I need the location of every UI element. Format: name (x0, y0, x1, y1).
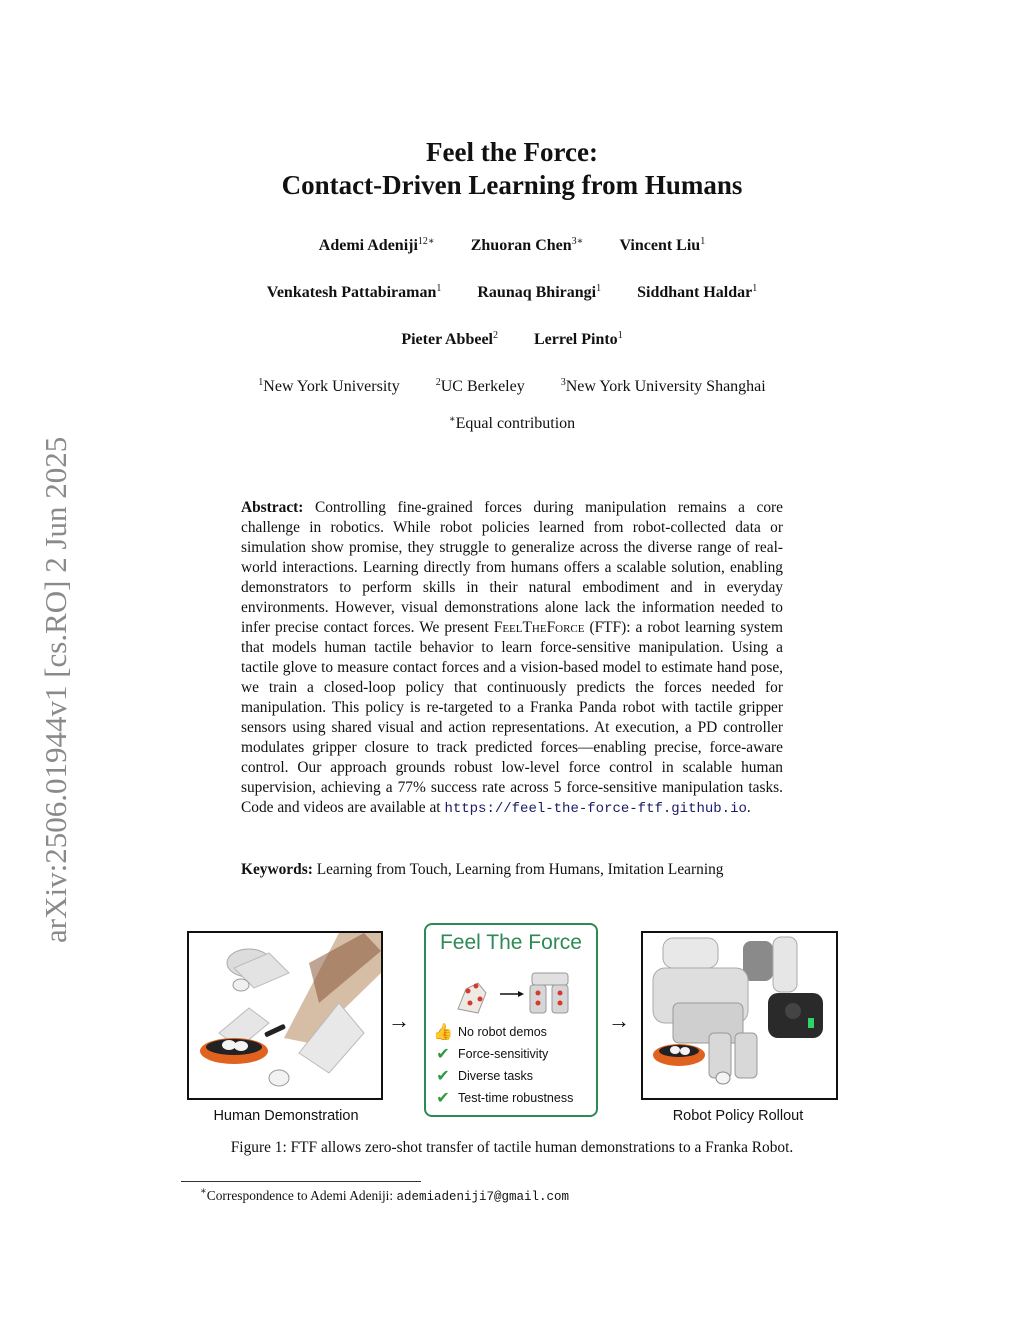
author: Ademi Adeniji$^{12∗}$ (318, 236, 435, 254)
keywords-text: Learning from Touch, Learning from Humans, Imitation Learning (316, 861, 724, 878)
abstract-text-1: Controlling fine-grained forces during manipulation remains a core challenge in robotics. While robot policies learned from robot-collected data or simulation show promise, they struggle to generalize across the diverse range of real-world interactions. Learning directly from humans offers a scalable solution, enabling demonstrators to perform skills in their natural embodiment and in everyday environments. However, visual demonstrations alone lack the information needed to infer precise contact forces. We present (241, 499, 783, 636)
footnote-text: Correspondence to Ademi Adeniji: (206, 1188, 394, 1203)
author: Vincent Liu$^1$ (619, 236, 706, 254)
arrow-right-icon: → (388, 1008, 410, 1033)
arxiv-id-text: arXiv:2506.01944v1 [cs.RO] 2 Jun 2025 (38, 436, 73, 943)
author-row-1 (0, 236, 1024, 255)
feature-text: No robot demos (458, 1025, 547, 1039)
robot-rollout-image (641, 931, 838, 1100)
paper-title (0, 136, 1024, 202)
figure-1 (186, 922, 838, 1132)
abstract (241, 498, 783, 819)
ftf-feature-list (432, 1021, 592, 1109)
check-icon: ✔ (436, 1046, 450, 1063)
human-demo-label: Human Demonstration (213, 1108, 359, 1124)
thumbs-up-icon: 👍 (433, 1024, 453, 1041)
equal-contribution-note: ∗Equal contribution (448, 414, 576, 432)
feature-text: Test-time robustness (458, 1091, 574, 1105)
project-url-link[interactable]: https://feel-the-force-ftf.github.io (444, 801, 747, 817)
list-item (432, 1043, 592, 1065)
affiliation: $^3$New York University Shanghai (560, 377, 766, 395)
ftf-box-title: Feel The Force (439, 931, 582, 954)
author: Lerrel Pinto$^1$ (534, 330, 623, 348)
feature-text: Force-sensitivity (458, 1047, 549, 1061)
author: Zhuoran Chen$^{3∗}$ (470, 236, 584, 254)
author: Venkatesh Pattabiraman$^1$ (266, 283, 442, 301)
feature-text: Diverse tasks (458, 1069, 534, 1083)
check-icon: ✔ (436, 1068, 450, 1085)
abstract-text-2: (FTF): a robot learning system that models human tactile behavior to learn force-sensitive manipulation. Using a tactile glove to measure contact forces and a vision-based model to estimate hand pose, we train a closed-loop policy that continuously predicts the forces needed for manipulation. This policy is re-targeted to a Franka Panda robot with tactile gripper sensors using shared visual and action representations. At execution, a PD controller modulates gripper closure to track predicted forces—enabling precise, force-aware control. Our approach grounds robust low-level force control in scalable human supervision, achieving a 77% success rate across 5 force-sensitive manipulation tasks. Code and videos are available at (241, 619, 783, 816)
robot-rollout-label: Robot Policy Rollout (672, 1108, 804, 1124)
ftf-summary-box (424, 923, 598, 1117)
system-name: FeelTheForce (493, 619, 585, 636)
affiliations (0, 377, 1024, 396)
author: Raunaq Bhirangi$^1$ (477, 283, 602, 301)
arrow-right-icon: → (608, 1008, 630, 1033)
title-line-1: Feel the Force: (426, 137, 598, 167)
author-row-2 (0, 283, 1024, 302)
abstract-period: . (746, 799, 751, 816)
arxiv-sidebar-stamp (24, 385, 84, 945)
affiliation: $^2$UC Berkeley (435, 377, 525, 395)
author: Pieter Abbeel$^2$ (401, 330, 498, 348)
footnote: ∗Correspondence to Ademi Adeniji: ademiadeniji7@gmail.com (200, 1186, 570, 1204)
list-item (432, 1087, 592, 1109)
figure-caption: Figure 1: FTF allows zero-shot transfer of tactile human demonstrations to a Franka Robot. (230, 1139, 794, 1156)
keywords-label: Keywords: (241, 861, 313, 878)
title-line-2: Contact-Driven Learning from Humans (281, 170, 743, 200)
keywords (241, 861, 801, 879)
footnote-divider (181, 1181, 421, 1182)
abstract-label: Abstract: (241, 499, 304, 516)
affiliation: $^1$New York University (258, 377, 400, 395)
human-demo-image (187, 931, 383, 1100)
author: Siddhant Haldar$^1$ (637, 283, 758, 301)
list-item (432, 1021, 592, 1043)
author-row-3 (0, 330, 1024, 349)
hand-to-gripper-illustration (448, 969, 578, 1019)
check-icon: ✔ (436, 1090, 450, 1107)
list-item (432, 1065, 592, 1087)
email-link[interactable]: ademiadeniji7@gmail.com (396, 1190, 570, 1204)
